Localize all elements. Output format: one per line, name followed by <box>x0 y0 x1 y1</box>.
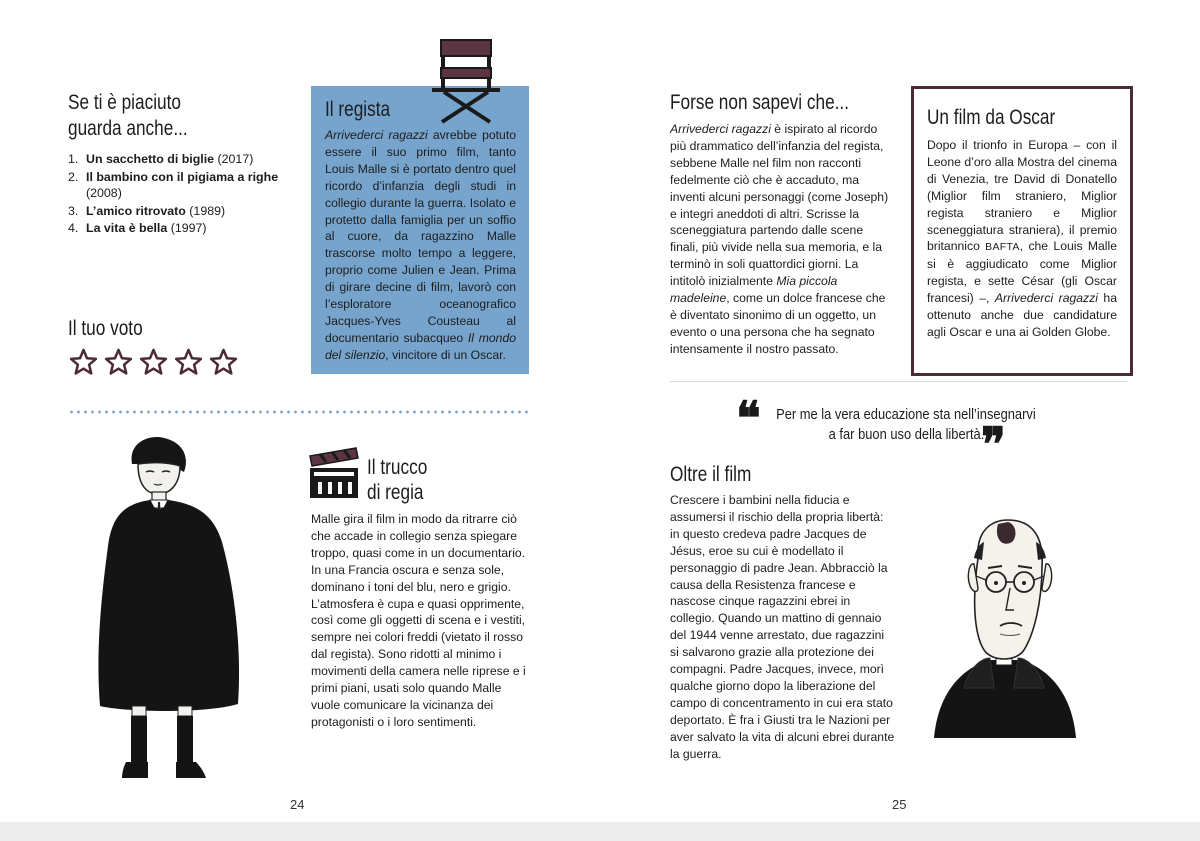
vote-title: Il tuo voto <box>68 317 143 340</box>
regista-title: Il regista <box>325 98 391 121</box>
oscar-text: Dopo il trionfo in Europa – con il Leone d’oro alla Mostra del cinema di Venezia, tre David di Donatello (Miglior film straniero, Miglior regista straniero e Miglior sceneggiatura straniera), il premio britannico BAFTA, che Louis Malle si è aggiudicato come Miglior regista, e sette César (gli Oscar francesi) –, Arrivederci ragazzi ha ottenuto anche due candidature agli Oscar e una ai Golden Globe. <box>927 138 1117 339</box>
dotted-divider <box>68 410 530 414</box>
quote: Per me la vera educazione sta nell’insegnarvi a far buon uso della libertà. <box>776 406 1036 443</box>
oscar-box <box>911 86 1133 376</box>
star-icon[interactable] <box>103 347 134 378</box>
page-number: 25 <box>892 797 907 812</box>
footer-bar <box>0 822 1200 841</box>
recommend-title: Se ti è piaciuto guarda anche... <box>68 91 188 140</box>
list-item: 2. Il bambino con il pigiama a righe (2008) <box>68 169 279 200</box>
star-icon[interactable] <box>208 347 239 378</box>
regista-text: Arrivederci ragazzi avrebbe potuto essere il suo primo film, tanto Louis Malle si è portato dentro quel ricordo d’infanzia degli studi in collegio durante la guerra. Isolato e protetto dalla famiglia per un soffio al cuore, da ragazzino Malle trascorse molto tempo a leggere, proprio come Julien e Jean. Prima di girare decine di film, lavorò con l’esploratore oceanografico Jacques-Yves Cousteau al documentario subacqueo Il mondo del silenzio, vincitore di un Oscar. <box>325 128 517 362</box>
star-icon[interactable] <box>138 347 169 378</box>
list-item: 1. Un sacchetto di biglie (2017) <box>68 152 254 166</box>
star-icon[interactable] <box>173 347 204 378</box>
right-page <box>600 0 1200 841</box>
trucco-text: Malle gira il film in modo da ritrarre ciò che accade in collegio senza spiegare troppo, quasi come in un documentario. In una Francia oscura e senza sole, dominano i toni del blu, nero e grigio. L’atmosfera è cupa e quasi opprimente, così come gli oggetti di scena e i vestiti, sempre nei colori freddi (vietato il rosso dal regista). Sono ridotti al minimo i movimenti della camera nelle riprese e i primi piani, usati solo quando Malle vuole comunicare la vicinanza dei protagonisti o i loro sentimenti. <box>311 512 526 729</box>
clapperboard-icon <box>308 446 360 500</box>
open-quote-icon: ❝ <box>736 391 761 445</box>
oltre-title: Oltre il film <box>670 463 752 486</box>
section-divider <box>670 381 1127 382</box>
oscar-title: Un film da Oscar <box>927 106 1056 129</box>
oltre-text: Crescere i bambini nella fiducia e assumersi il rischio della propria libertà: in questo credeva padre Jacques de Jésus, eroe su cui è modellato il personaggio di padre Jean. Abbracciò la causa della Resistenza francese e nascose cinque ragazzini ebrei in collegio. Quando un mattino di gennaio del 1944 venne arrestato, due ragazzini si salvarono grazie alla protezione dei compagni. Padre Jacques, invece, morì qualche giorno dopo la liberazione del campo di concentramento in cui era stato deportato. È fra i Giusti tra le Nazioni per aver salvato la vita di alcuni ebrei durante la guerra. <box>670 493 895 761</box>
trucco-title: Il trucco di regia <box>367 456 428 504</box>
directors-chair-icon <box>430 38 502 124</box>
page-number: 24 <box>290 797 305 812</box>
star-icon[interactable] <box>68 347 99 378</box>
priest-portrait-illustration <box>930 518 1078 744</box>
forse-text: Arrivederci ragazzi è ispirato al ricordo più drammatico dell’infanzia del regista, sebbene Malle nel film non racconti fedelmente ciò che è accaduto, ma inventi alcuni personaggi (come Joseph) e integri aneddoti di altri. Scrisse la sceneggiatura partendo dalle scene finali, più vivide nella sua memoria, e la terminò in soli quattordici giorni. La intitolò inizialmente Mia piccola madeleine, come un dolce francese che è diventato sinonimo di un oggetto, un evento o una persona che ha segnato intensamente il nostro passato. <box>670 122 889 356</box>
list-item: 3. L’amico ritrovato (1989) <box>68 203 226 218</box>
recommend-list <box>68 151 298 238</box>
regista-box <box>311 86 529 374</box>
forse-title: Forse non sapevi che... <box>670 91 850 114</box>
close-quote-icon: ❞ <box>981 417 1006 471</box>
boy-in-cape-illustration <box>94 436 244 784</box>
list-item: 4. La vita è bella (1997) <box>68 221 207 235</box>
star-rating[interactable] <box>68 347 239 378</box>
